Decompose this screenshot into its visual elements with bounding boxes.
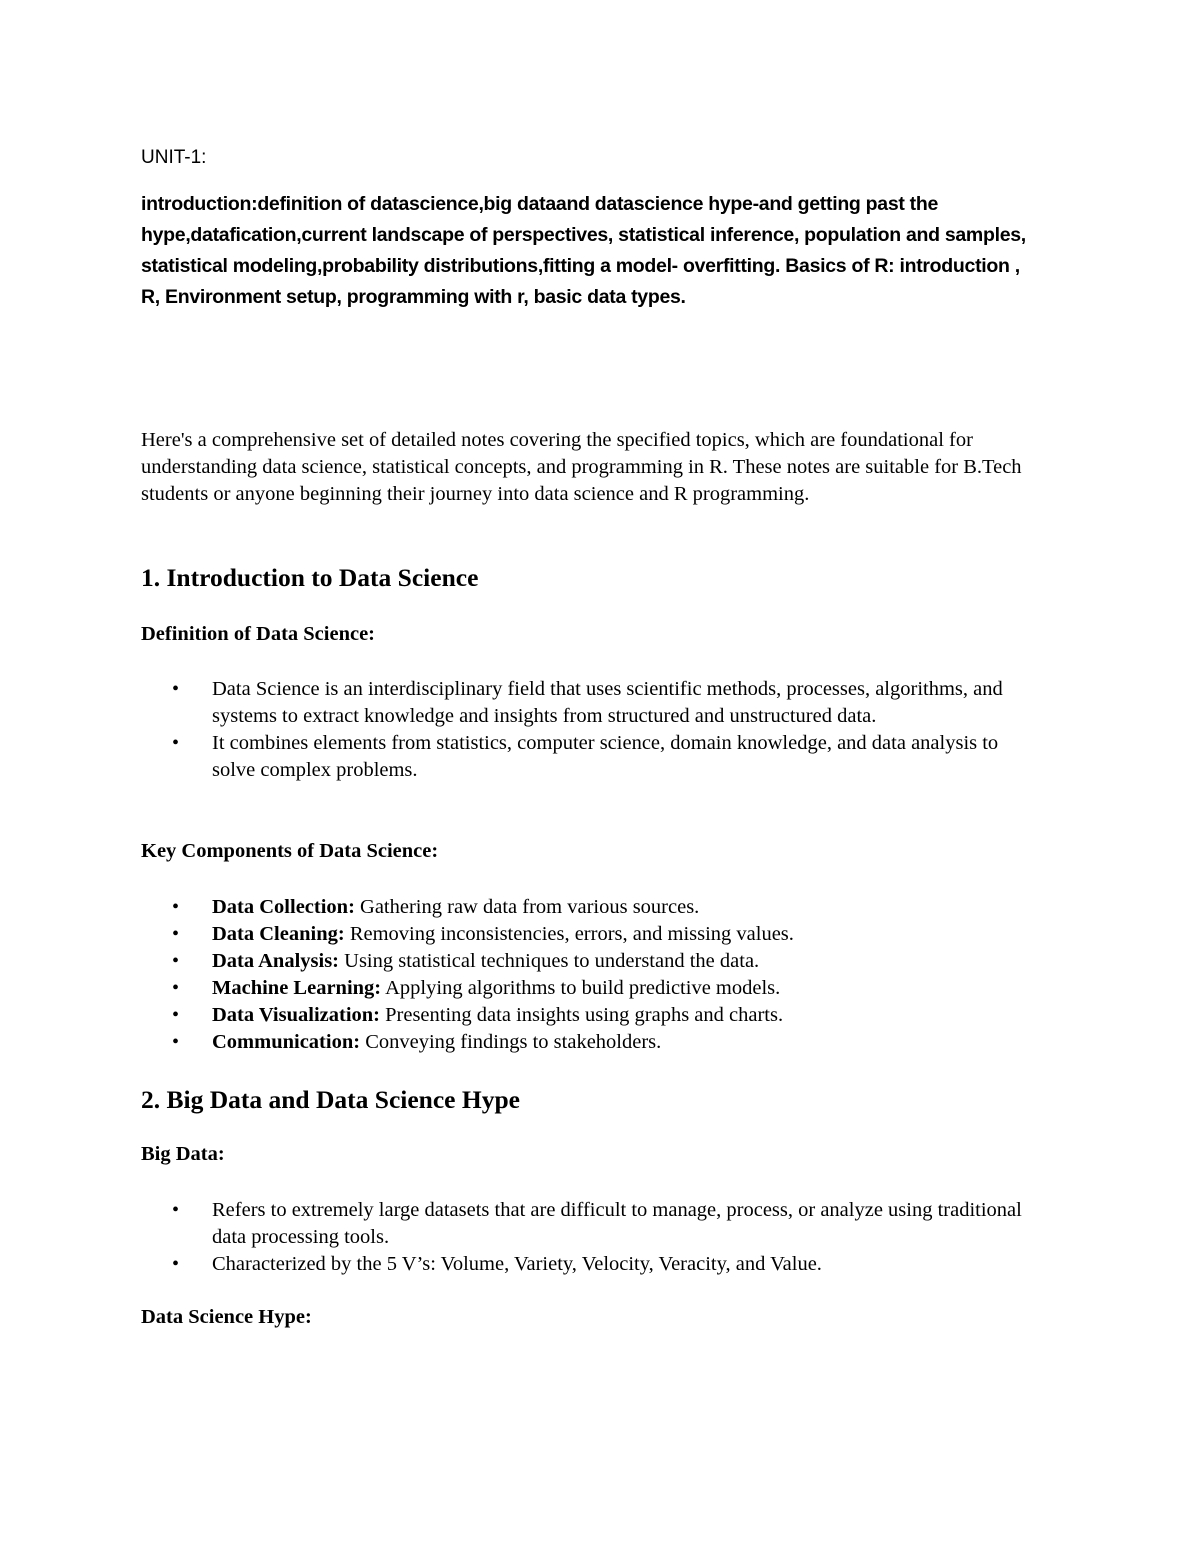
component-term: Machine Learning: xyxy=(212,977,382,999)
big-data-heading: Big Data: xyxy=(141,1143,225,1165)
component-term: Communication: xyxy=(212,1031,361,1053)
components-list xyxy=(141,894,1041,1056)
list-item xyxy=(141,921,1041,948)
component-term: Data Visualization: xyxy=(212,1004,380,1026)
list-item xyxy=(141,948,1041,975)
intro-paragraph: Here's a comprehensive set of detailed notes covering the specified topics, which are foundational for understanding data science, statistical concepts, and programming in R. These notes are suitable for B.Tech students or anyone beginning their journey into data science and R programming. xyxy=(141,429,1022,505)
component-desc: Presenting data insights using graphs and charts. xyxy=(380,1004,784,1026)
syllabus-text: introduction:definition of datascience,big dataand datascience hype-and getting past the hype,datafication,current landscape of perspectives, statistical inference, population and samples, statistical modeling,probability distributions,fitting a model- overfitting. Basics of R: introduction , R, Environment setup, programming with r, basic data types. xyxy=(141,193,1026,308)
list-item: • It combines elements from statistics, computer science, domain knowledge, and data analysis to solve complex problems. xyxy=(141,730,1041,784)
component-desc: Removing inconsistencies, errors, and missing values. xyxy=(344,923,794,945)
components-heading: Key Components of Data Science: xyxy=(141,840,439,862)
component-term: Data Analysis: xyxy=(212,950,340,972)
definition-heading: Definition of Data Science: xyxy=(141,623,375,645)
component-desc: Conveying findings to stakeholders. xyxy=(360,1031,662,1053)
big-data-list xyxy=(141,1197,1041,1278)
definition-list xyxy=(141,676,1041,784)
component-desc: Using statistical techniques to understand the data. xyxy=(339,950,760,972)
section-heading-big-data: 2. Big Data and Data Science Hype xyxy=(141,1085,520,1114)
list-item xyxy=(141,1002,1041,1029)
list-item: • Refers to extremely large datasets that are difficult to manage, process, or analyze using traditional data processing tools. xyxy=(141,1197,1041,1251)
component-desc: Gathering raw data from various sources. xyxy=(354,896,700,918)
list-item: • Data Science is an interdisciplinary field that uses scientific methods, processes, algorithms, and systems to extract knowledge and insights from structured and unstructured data. xyxy=(141,676,1041,730)
list-item xyxy=(141,975,1041,1002)
list-item xyxy=(141,894,1041,921)
list-item xyxy=(141,1029,1041,1056)
unit-title: UNIT-1: xyxy=(141,147,207,168)
list-item: • Characterized by the 5 V’s: Volume, Variety, Velocity, Veracity, and Value. xyxy=(141,1251,1041,1278)
component-desc: Applying algorithms to build predictive models. xyxy=(381,977,781,999)
hype-heading: Data Science Hype: xyxy=(141,1306,312,1328)
component-term: Data Cleaning: xyxy=(212,923,345,945)
component-term: Data Collection: xyxy=(212,896,355,918)
section-heading-introduction: 1. Introduction to Data Science xyxy=(141,563,479,592)
